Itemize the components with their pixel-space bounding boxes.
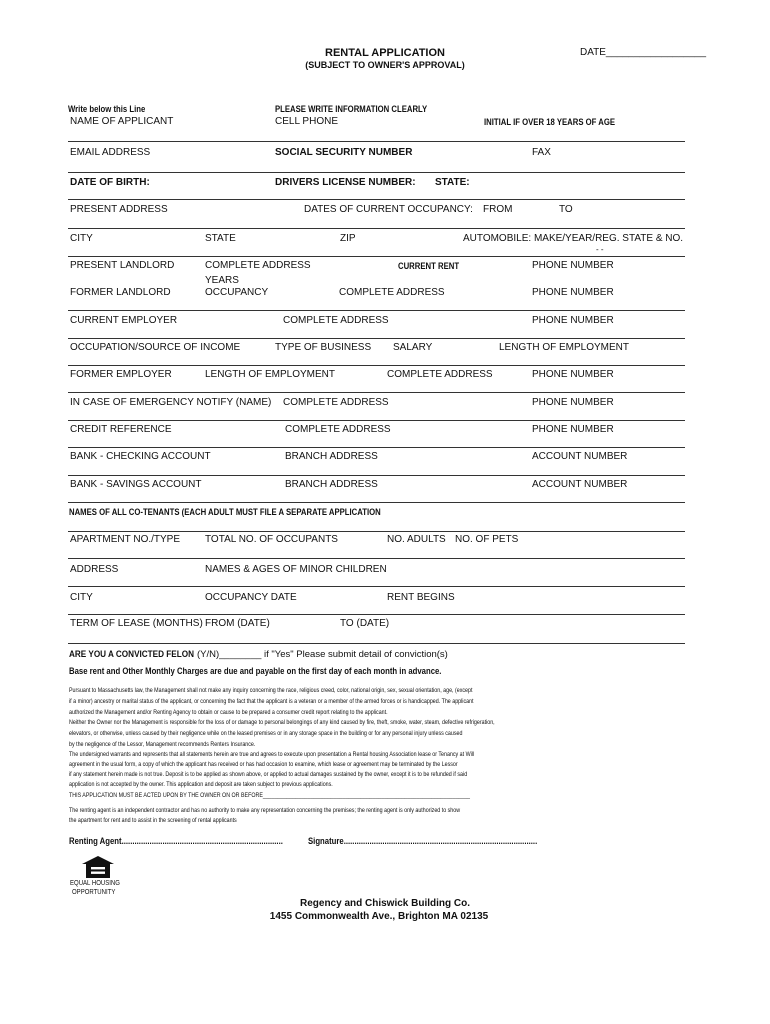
equal-housing-line1: EQUAL HOUSING (70, 880, 120, 887)
email-label: EMAIL ADDRESS (70, 147, 151, 158)
field-line (68, 447, 685, 448)
credit-address-label: COMPLETE ADDRESS (285, 424, 391, 435)
form-title: RENTAL APPLICATION (325, 47, 445, 59)
landlord-phone-label: PHONE NUMBER (532, 260, 614, 271)
drivers-license-label: DRIVERS LICENSE NUMBER: (275, 177, 416, 188)
field-line (68, 256, 685, 257)
date-field[interactable]: DATE__________________ (580, 47, 707, 58)
field-line (68, 475, 685, 476)
former-length-employment-label: LENGTH OF EMPLOYMENT (205, 369, 336, 380)
field-line (68, 558, 685, 559)
dates-occupancy-label: DATES OF CURRENT OCCUPANCY: (304, 204, 473, 215)
former-employer-address-label: COMPLETE ADDRESS (387, 369, 493, 380)
field-line (68, 614, 685, 615)
write-below-note: Write below this Line (68, 104, 146, 114)
legal-p3-l2: agreement in the usual form, a copy of which the applicant has received or has had occasion to examine, which lease or agreement may be terminated by the Lessor (69, 761, 458, 768)
name-of-applicant-label: NAME OF APPLICANT (70, 116, 174, 127)
city-label-2: CITY (70, 592, 93, 603)
to-label: TO (559, 204, 573, 215)
acted-upon-line[interactable]: THIS APPLICATION MUST BE ACTED UPON BY THE OWNER ON OR BEFORE______________________________________________________________________ (69, 792, 471, 799)
savings-branch-label: BRANCH ADDRESS (285, 479, 378, 490)
legal-p1-l1: Pursuant to Massachusetts law, the Management shall not make any inquiry concerning the race, religious creed, color, national origin, sex, sexual orientation, age, (except (69, 687, 473, 694)
credit-phone-label: PHONE NUMBER (532, 424, 614, 435)
legal-p2-l1: Neither the Owner nor the Management is responsible for the loss of or damage to personal belongings of any kind caused by fire, theft, smoke, water, steam, defective refrigeration, (69, 719, 495, 726)
state-label: STATE (205, 233, 236, 244)
no-pets-label: NO. OF PETS (455, 534, 519, 545)
dob-label: DATE OF BIRTH: (70, 177, 150, 188)
years-label: YEARS (205, 275, 239, 286)
occupancy-date-label: OCCUPANCY DATE (205, 592, 297, 603)
field-line (68, 172, 685, 173)
landlord-address-label: COMPLETE ADDRESS (205, 260, 311, 271)
present-landlord-label: PRESENT LANDLORD (70, 260, 175, 271)
field-line (68, 199, 685, 200)
initial-over-18-label: INITIAL IF OVER 18 YEARS OF AGE (484, 117, 616, 127)
minor-children-label: NAMES & AGES OF MINOR CHILDREN (205, 564, 387, 575)
field-line (68, 643, 685, 644)
renting-agent-signature[interactable]: Renting Agent........................................................................... (69, 836, 283, 846)
legal-p3-l3: if any statement herein made is not true. Deposit is to be applied as shown above, or applied to actual damages sustained by the owner, except it is to be refunded if said (69, 771, 468, 778)
field-line (68, 420, 685, 421)
address-label: ADDRESS (70, 564, 119, 575)
automobile-label: AUTOMOBILE: MAKE/YEAR/REG. STATE & NO. (463, 233, 684, 244)
former-landlord-phone-label: PHONE NUMBER (532, 287, 614, 298)
legal-p2-l2: elevators, or otherwise, unless caused by their negligence while on the leased premises or in any storage space in the building or for any personal injury unless caused (69, 730, 463, 737)
former-employer-label: FORMER EMPLOYER (70, 369, 172, 380)
zip-label: ZIP (340, 233, 356, 244)
field-line (68, 392, 685, 393)
bank-checking-label: BANK - CHECKING ACCOUNT (70, 451, 211, 462)
length-of-employment-label: LENGTH OF EMPLOYMENT (499, 342, 630, 353)
emergency-phone-label: PHONE NUMBER (532, 397, 614, 408)
cell-phone-label: CELL PHONE (275, 116, 338, 127)
equal-housing-house-icon (80, 855, 116, 879)
emergency-contact-label: IN CASE OF EMERGENCY NOTIFY (NAME) (70, 397, 272, 408)
field-line (68, 586, 685, 587)
field-line (68, 365, 685, 366)
savings-account-label: ACCOUNT NUMBER (532, 479, 628, 490)
total-occupants-label: TOTAL NO. OF OCCUPANTS (205, 534, 338, 545)
felon-question-rest: (Y/N)________ if "Yes" Please submit detail of conviction(s) (194, 649, 448, 660)
lease-from-label: FROM (DATE) (205, 618, 270, 629)
agent-note-l2: the apartment for rent and to assist in the screening of rental applicants (69, 817, 237, 824)
term-of-lease-label: TERM OF LEASE (MONTHS) (70, 618, 203, 629)
present-address-label: PRESENT ADDRESS (70, 204, 168, 215)
field-line (68, 310, 685, 311)
former-landlord-label: FORMER LANDLORD (70, 287, 171, 298)
former-landlord-address-label: COMPLETE ADDRESS (339, 287, 445, 298)
lease-to-label: TO (DATE) (340, 618, 390, 629)
salary-label: SALARY (393, 342, 433, 353)
field-line (68, 502, 685, 503)
legal-p1-l3: authorized the Management and/or Renting Agency to obtain or cause to be prepared a consumer credit report relating to the applicant. (69, 709, 388, 716)
occupation-label: OCCUPATION/SOURCE OF INCOME (70, 342, 241, 353)
legal-p2-l3: by the negligence of the Lessor, Management recommends Renters Insurance. (69, 741, 256, 748)
cotenants-label: NAMES OF ALL CO-TENANTS (EACH ADULT MUST FILE A SEPARATE APPLICATION (69, 507, 381, 517)
current-rent-label: CURRENT RENT (398, 261, 460, 271)
from-label: FROM (483, 204, 513, 215)
felon-question-bold: ARE YOU A CONVICTED FELON (69, 649, 194, 660)
felon-question (69, 650, 448, 660)
base-rent-note: Base rent and Other Monthly Charges are due and payable on the first day of each month in advance. (69, 666, 442, 676)
former-employer-phone-label: PHONE NUMBER (532, 369, 614, 380)
write-clearly-note: PLEASE WRITE INFORMATION CLEARLY (275, 104, 428, 114)
current-employer-label: CURRENT EMPLOYER (70, 315, 178, 326)
rent-begins-label: RENT BEGINS (387, 592, 455, 603)
credit-reference-label: CREDIT REFERENCE (70, 424, 172, 435)
legal-p3-l4: application is not accepted by the owner. This application and deposit are taken subject to previous applications. (69, 781, 333, 788)
company-address: 1455 Commonwealth Ave., Brighton MA 02135 (269, 911, 489, 922)
checking-account-label: ACCOUNT NUMBER (532, 451, 628, 462)
automobile-dashes: - - (596, 245, 604, 254)
type-of-business-label: TYPE OF BUSINESS (275, 342, 372, 353)
fax-label: FAX (532, 147, 551, 158)
legal-p1-l2: if a minor) ancestry or marital status of the applicant, or concerning the fact that the applicant is a veteran or a member of the armed forces or is handicapped. The applicant (69, 698, 474, 705)
agent-note-l1: The renting agent is an independent contractor and has no authority to make any representation concerning the premises; the renting agent is only authorized to show (69, 807, 461, 814)
checking-branch-label: BRANCH ADDRESS (285, 451, 378, 462)
legal-p3-l1: The undersigned warrants and represents that all statements herein are true and agrees to execute upon presentation a Rental housing Association lease or Tenancy at Will (69, 751, 475, 758)
form-subtitle: (SUBJECT TO OWNER'S APPROVAL) (305, 60, 465, 70)
applicant-signature[interactable]: Signature.......................................................................................... (308, 836, 538, 846)
no-adults-label: NO. ADULTS (387, 534, 446, 545)
emergency-address-label: COMPLETE ADDRESS (283, 397, 389, 408)
field-line (68, 228, 685, 229)
apartment-type-label: APARTMENT NO./TYPE (70, 534, 181, 545)
ssn-label: SOCIAL SECURITY NUMBER (275, 147, 413, 158)
field-line (68, 531, 685, 532)
employer-address-label: COMPLETE ADDRESS (283, 315, 389, 326)
employer-phone-label: PHONE NUMBER (532, 315, 614, 326)
field-line (68, 141, 685, 142)
equal-housing-line2: OPPORTUNITY (72, 889, 116, 896)
field-line (68, 338, 685, 339)
dl-state-label: STATE: (435, 177, 470, 188)
city-label: CITY (70, 233, 93, 244)
company-name: Regency and Chiswick Building Co. (299, 898, 471, 909)
bank-savings-label: BANK - SAVINGS ACCOUNT (70, 479, 202, 490)
occupancy-label: OCCUPANCY (205, 287, 269, 298)
